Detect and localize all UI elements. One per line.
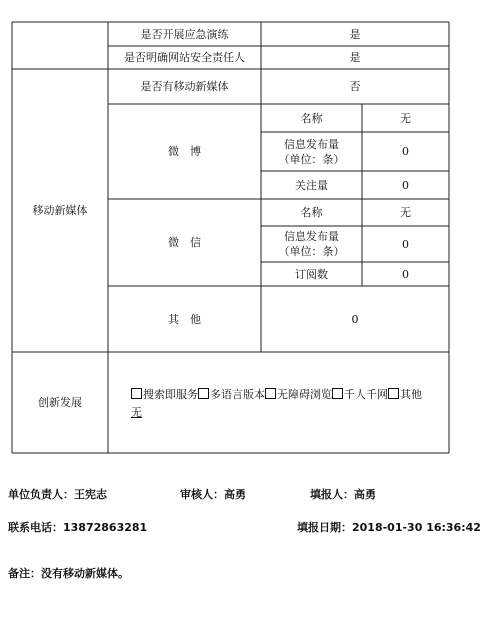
has-mobile-label: 是否有移动新媒体: [140, 80, 229, 93]
personalized-option: 千人千网: [344, 388, 388, 401]
weixin-label: 微 信: [168, 236, 201, 249]
reviewer: 审核人：高勇: [180, 488, 246, 501]
multilingual-option: 多语言版本: [210, 388, 265, 401]
weibo-posts-label: [261, 132, 362, 171]
contact-phone: 联系电话：13872863281: [8, 521, 148, 534]
innovation-options: [131, 386, 446, 422]
fill-date: 填报日期：2018-01-30 16:36:42: [297, 521, 481, 534]
weixin-subscribers-value: 0: [402, 267, 409, 281]
innovation-label: 创新发展: [38, 396, 82, 409]
weibo-label: 微 博: [168, 145, 201, 158]
filler: 填报人：高勇: [310, 488, 376, 501]
weibo-followers-label: 关注量: [295, 178, 328, 192]
multilingual-checkbox[interactable]: [198, 388, 209, 399]
emergency-drill-label: 是否开展应急演练: [140, 27, 229, 41]
accessibility-option: 无障碍浏览: [277, 388, 332, 401]
other-option-value: 无: [131, 406, 142, 419]
other-option: 其他: [400, 388, 422, 401]
other-checkbox[interactable]: [388, 388, 399, 399]
weixin-posts-label-line1: 信息发布量: [284, 230, 339, 243]
weixin-posts-label: [261, 226, 362, 262]
emergency-drill-value: 是: [349, 27, 361, 41]
accessibility-checkbox[interactable]: [265, 388, 276, 399]
weixin-posts-label-line2: （单位：条）: [278, 245, 345, 258]
security-owner-value: 是: [349, 51, 361, 64]
weixin-name-value: 无: [400, 206, 411, 219]
weibo-posts-label-line2: （单位：条）: [278, 152, 345, 166]
weibo-posts-label-line1: 信息发布量: [284, 137, 339, 151]
mobile-media-section-label: 移动新媒体: [32, 204, 88, 217]
weixin-subscribers-label: 订阅数: [295, 267, 328, 281]
personalized-checkbox[interactable]: [332, 388, 343, 399]
weibo-name-value: 无: [400, 111, 411, 125]
security-owner-label: 是否明确网站安全责任人: [124, 51, 245, 64]
other-media-label: 其 他: [168, 312, 201, 326]
search-service-checkbox[interactable]: [131, 388, 142, 399]
search-service-option: 搜索即服务: [143, 388, 198, 401]
other-media-value: 0: [351, 312, 359, 326]
weibo-name-label: 名称: [300, 111, 323, 125]
unit-owner: 单位负责人：王宪志: [8, 488, 107, 501]
weibo-posts-value: 0: [402, 145, 409, 158]
weibo-followers-value: 0: [402, 178, 409, 192]
remark: 备注：没有移动新媒体。: [8, 567, 129, 580]
weixin-posts-value: 0: [402, 237, 409, 251]
has-mobile-value: 否: [349, 80, 361, 93]
weixin-name-label: 名称: [300, 206, 323, 219]
